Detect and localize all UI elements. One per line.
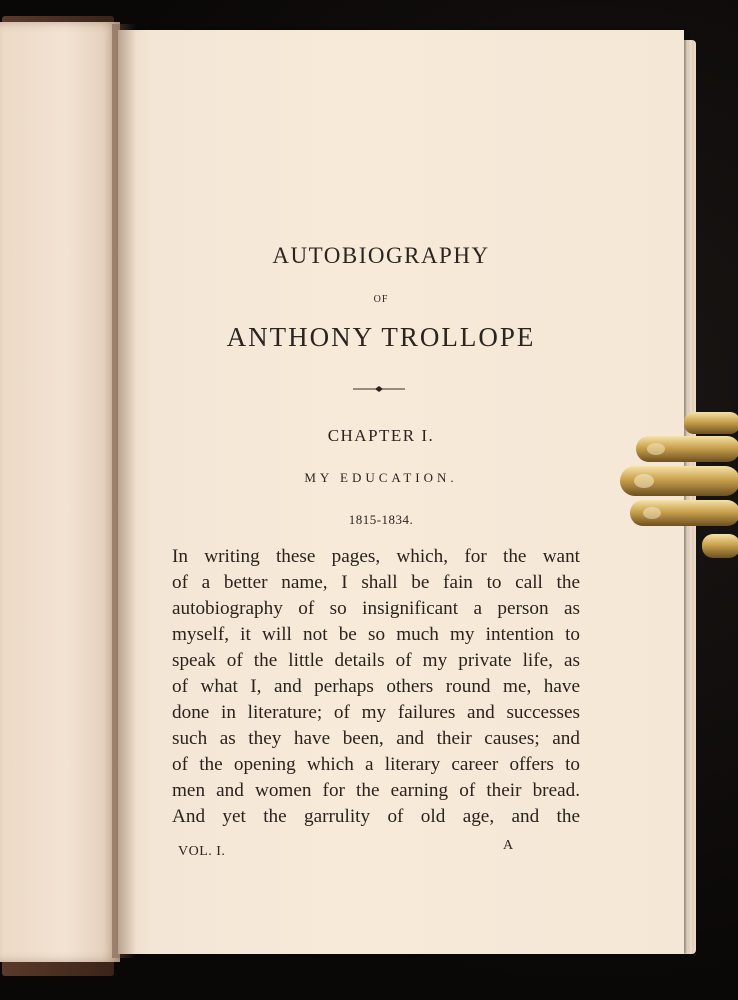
body-line: men and women for the earning of their bread. <box>172 780 580 801</box>
body-line: such as they have been, and their causes; and <box>172 728 580 749</box>
left-page <box>0 22 120 962</box>
book-gutter <box>112 24 136 958</box>
body-line: In writing these pages, which, for the want <box>172 546 580 567</box>
body-line: of what I, and perhaps others round me, have <box>172 676 580 697</box>
body-line: of a better name, I shall be fain to call the <box>172 572 580 593</box>
footer-signature: A <box>503 838 514 853</box>
body-line: done in literature; of my failures and successes <box>172 702 580 723</box>
body-line: of the opening which a literary career offers to <box>172 754 580 775</box>
body-line: And yet the garrulity of old age, and the <box>172 806 580 827</box>
brass-hand-page-clip-icon <box>616 410 738 562</box>
book-author: ANTHONY TROLLOPE <box>226 322 536 352</box>
diamond-rule-ornament-icon <box>353 386 405 392</box>
book-title-of: OF <box>373 294 389 305</box>
chapter-subtitle: MY EDUCATION. <box>304 470 458 485</box>
body-line: autobiography of so insignificant a person as <box>172 598 580 619</box>
body-paragraph <box>172 544 580 830</box>
book-title: AUTOBIOGRAPHY <box>272 243 490 268</box>
body-line: speak of the little details of my private life, as <box>172 650 580 671</box>
chapter-number: CHAPTER I. <box>327 426 435 445</box>
footer-volume: VOL. I. <box>178 844 226 859</box>
body-line: myself, it will not be so much my intention to <box>172 624 580 645</box>
chapter-dates: 1815-1834. <box>348 512 414 527</box>
